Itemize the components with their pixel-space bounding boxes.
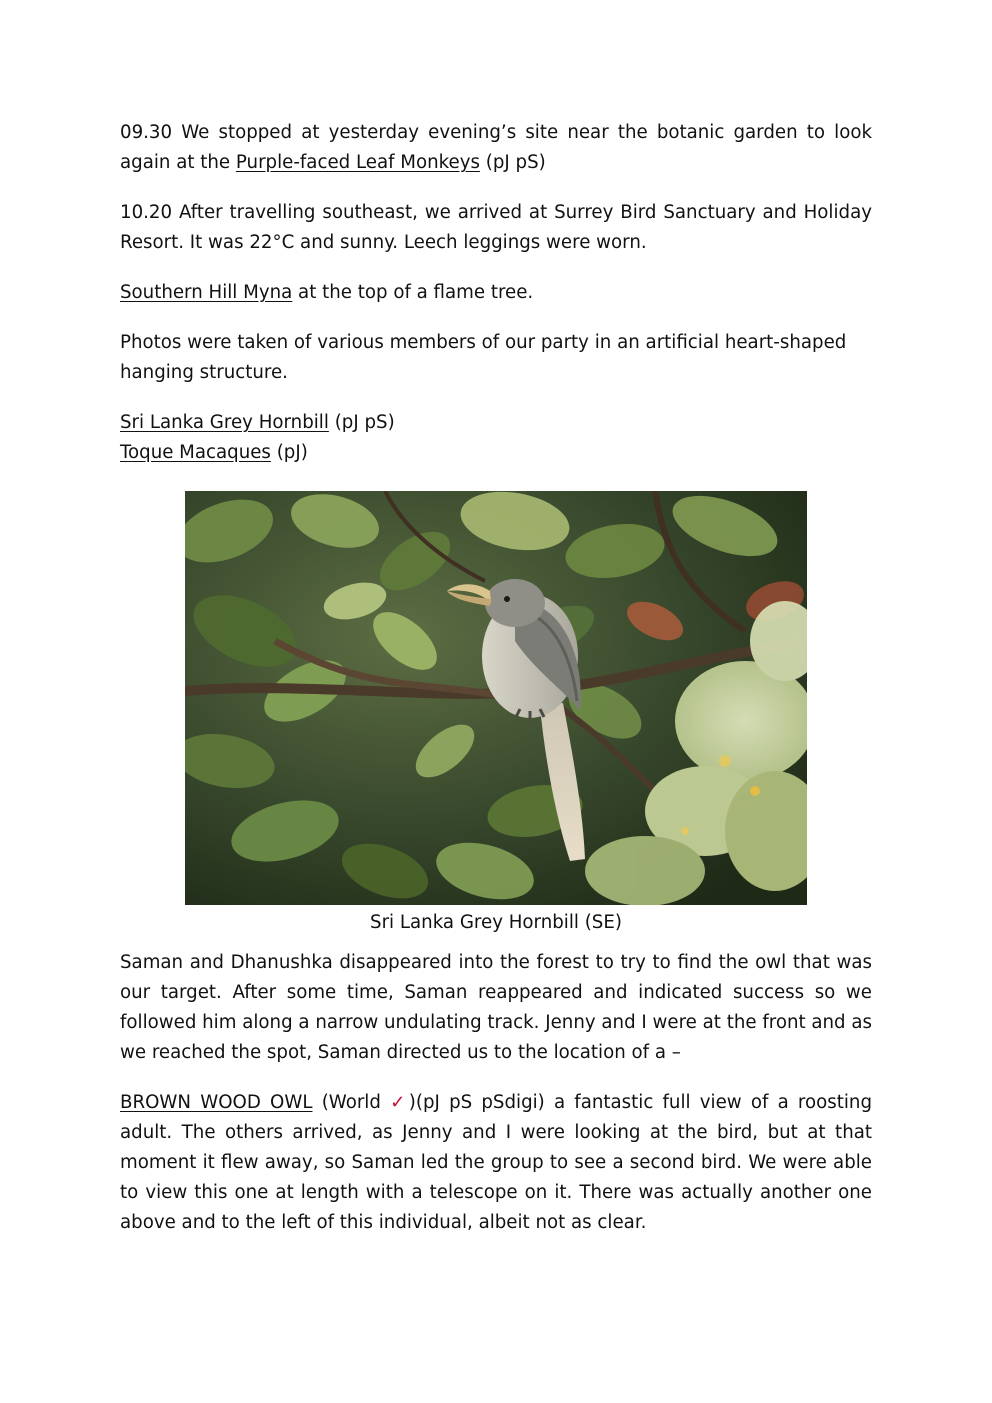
paragraph-text: at the top of a flame tree. (292, 282, 534, 303)
photo-caption: Sri Lanka Grey Hornbill (SE) (370, 912, 622, 933)
observer-codes: (pJ pS) (328, 412, 395, 433)
paragraph-photos: Photos were taken of various members of our party in an artificial heart-shaped hanging structure. (120, 332, 847, 383)
observer-codes: (pJ pS) (479, 152, 546, 173)
document-body-continued (120, 948, 872, 1238)
species-grey-hornbill: Sri Lanka Grey Hornbill (120, 412, 329, 433)
observer-codes: (pJ) (270, 442, 308, 463)
paragraph-botanic-garden (120, 118, 872, 178)
checkmark-icon: ✓ (390, 1092, 409, 1113)
world-label: (World (312, 1092, 391, 1113)
species-purple-faced-leaf-monkeys: Purple-faced Leaf Monkeys (235, 152, 480, 173)
paragraph-brown-wood-owl (120, 1088, 872, 1238)
species-southern-hill-myna: Southern Hill Myna (120, 282, 293, 303)
hornbill-photo-illustration (185, 491, 807, 905)
paragraph-text: )(pJ pS pSdigi) a fantastic full view of a roosting adult. The others arrived, as Jenny and I were looking at the bird, but at that moment it flew away, so Saman led the group to see a second bird. We were able to view this one at length with a telescope on it. There was actually another one above and to the left of this individual, albeit not as clear. (120, 1092, 872, 1233)
species-brown-wood-owl: BROWN WOOD OWL (120, 1092, 313, 1113)
paragraph-text: We stopped at yesterday evening’s site near the botanic garden to look again at the (120, 122, 872, 173)
species-list (120, 408, 872, 468)
paragraph-hill-myna (120, 278, 872, 308)
paragraph-surrey-sanctuary: 10.20 After travelling southeast, we arrived at Surrey Bird Sanctuary and Holiday Resort. It was 22°C and sunny. Leech leggings were worn. (120, 202, 872, 253)
document-body (120, 118, 872, 468)
species-toque-macaques: Toque Macaques (120, 442, 271, 463)
paragraph-owl-search: Saman and Dhanushka disappeared into the forest to try to find the owl that was our target. After some time, Saman reappeared and indicated success so we followed him along a narrow undulating track. Jenny and I were at the front and as we reached the spot, Saman directed us to the location of a – (120, 952, 873, 1063)
time-stamp: 09.30 (120, 122, 173, 143)
hornbill-photo (185, 491, 807, 905)
